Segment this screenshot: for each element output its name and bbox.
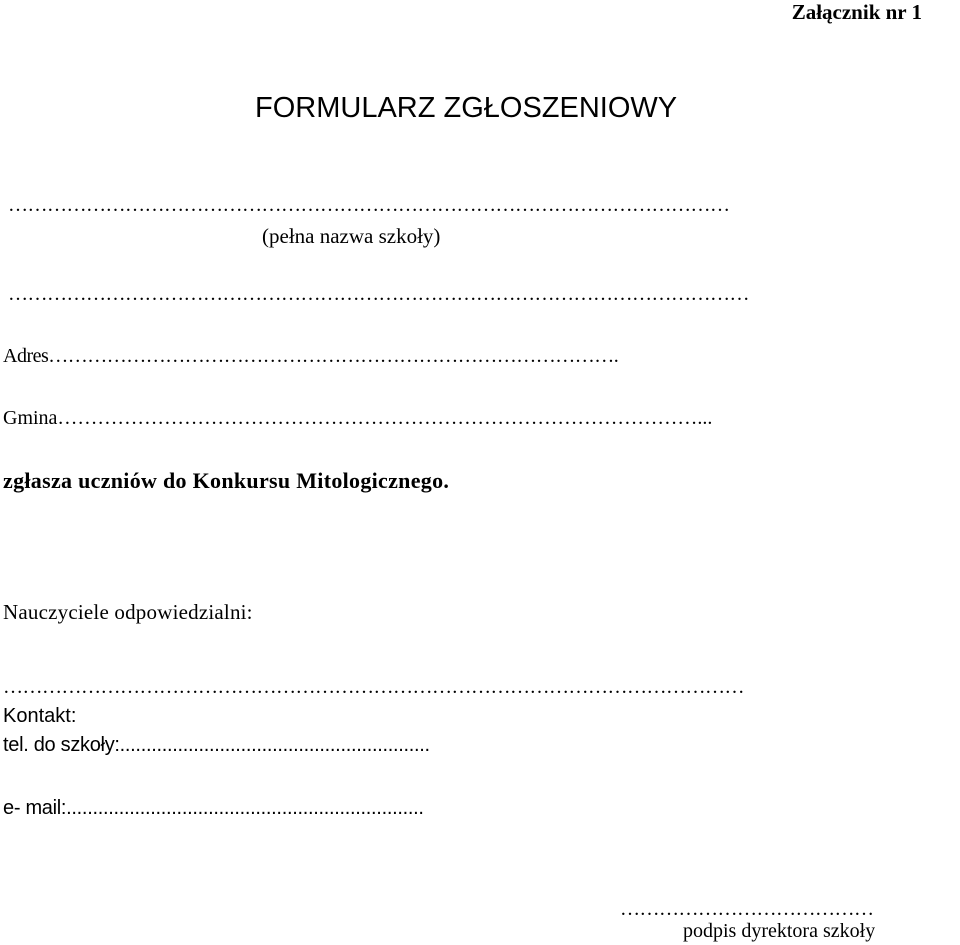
statement-text: zgłasza uczniów do Konkursu Mitologicznego.	[3, 468, 450, 493]
signature-caption: podpis dyrektora szkoły	[683, 920, 876, 942]
teachers-label: Nauczyciele odpowiedzialni:	[3, 600, 253, 624]
teachers-field[interactable]: ……………………………………………………………………………………………………	[3, 676, 744, 698]
phone-field[interactable]: tel. do szkoły:...........................................................	[3, 734, 430, 756]
signature-field[interactable]: …………………………………	[620, 898, 874, 920]
school-name-field[interactable]: …………………………………………………………………………………………………	[8, 194, 730, 216]
email-field[interactable]: e- mail:....................................................................	[3, 797, 424, 819]
school-name-caption: (pełna nazwa szkoły)	[262, 224, 441, 248]
form-title: FORMULARZ ZGŁOSZENIOWY	[255, 92, 678, 124]
school-name-field-2[interactable]: ……………………………………………………………………………………………………	[8, 283, 749, 305]
contact-label: Kontakt:	[3, 705, 77, 727]
gmina-field[interactable]: Gmina……………………………………………………………………………………...	[3, 407, 713, 429]
address-field[interactable]: Adres…………………………………………………………………………….	[3, 345, 619, 367]
annex-label: Załącznik nr 1	[791, 0, 922, 24]
